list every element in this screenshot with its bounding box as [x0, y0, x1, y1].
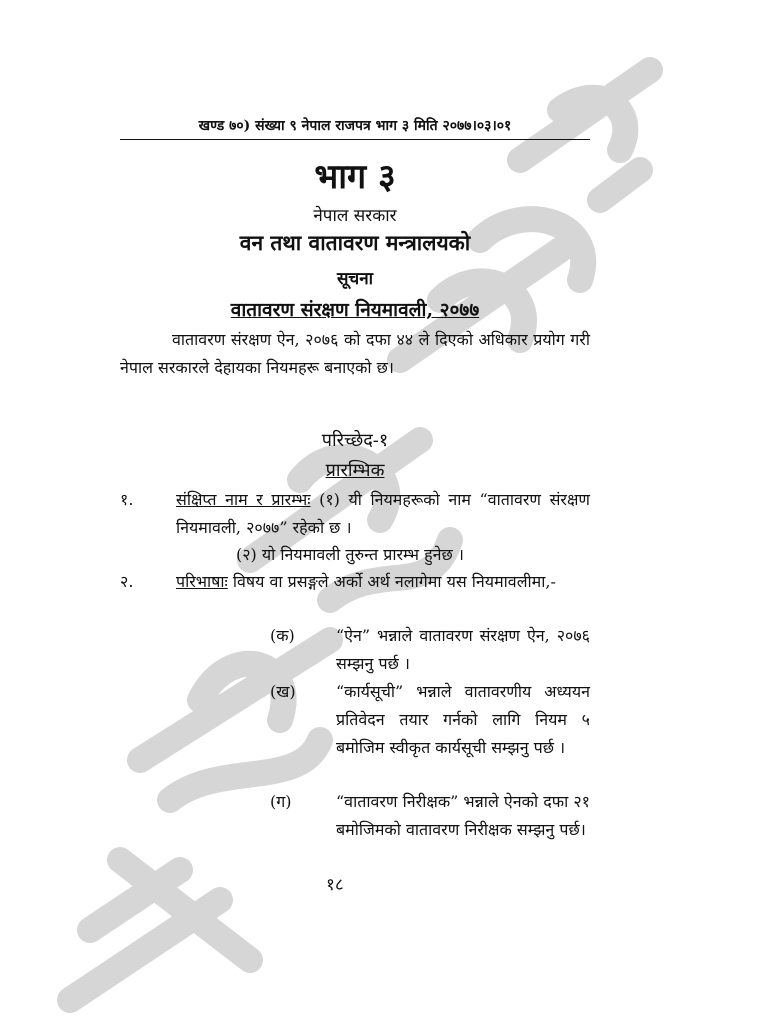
- clause-kha: [270, 678, 590, 762]
- government-name: नेपाल सरकार: [313, 206, 397, 226]
- gazette-header: खण्ड ७०) संख्या ९ नेपाल राजपत्र भाग ३ मिति २०७७।०३।०१: [120, 116, 590, 140]
- chapter-title: प्रारम्भिक: [325, 460, 385, 481]
- rule-text: (१) यी नियमहरूको नाम “वातावरण संरक्षण नियमावली, २०७७” रहेको छ ।: [176, 490, 590, 537]
- clause-ka: [270, 622, 590, 678]
- rule-2: [120, 568, 590, 596]
- clause-ga: [270, 788, 590, 844]
- part-title: भाग ३: [314, 157, 396, 197]
- intro-paragraph: वातावरण संरक्षण ऐन, २०७६ को दफा ४४ ले दिएको अधिकार प्रयोग गरी नेपाल सरकारले देहायका नियमहरू बनाएको छ।: [120, 330, 590, 377]
- rule-text: विषय वा प्रसङ्गले अर्को अर्थ नलागेमा यस नियमावलीमा,-: [227, 572, 556, 591]
- rule-number: १.: [120, 490, 134, 509]
- notice-heading: सूचना: [336, 269, 374, 289]
- clause-text: “ऐन” भन्नाले वातावरण संरक्षण ऐन, २०७६ सम्झनु पर्छ ।: [336, 626, 590, 673]
- clause-mark: (ग): [270, 792, 292, 811]
- rule-number: २.: [120, 572, 134, 591]
- rule-heading: संक्षिप्त नाम र प्रारम्भः: [176, 490, 311, 509]
- subrule-2: (२) यो नियमावली तुरुन्त प्रारम्भ हुनेछ ।: [236, 545, 464, 564]
- rule-1: [120, 486, 590, 542]
- ministry-name: वन तथा वातावरण मन्त्रालयको: [239, 230, 471, 255]
- rule-body: [176, 486, 590, 542]
- clause-mark: (क): [270, 626, 295, 645]
- clause-mark: (ख): [270, 682, 296, 701]
- page-number: १८: [326, 875, 344, 895]
- rule-body: [176, 568, 590, 596]
- clause-text: “कार्यसूची” भन्नाले वातावरणीय अध्ययन प्रतिवेदन तयार गर्नको लागि नियम ५ बमोजिम स्वीकृत कार्यसूची सम्झनु पर्छ ।: [336, 682, 590, 757]
- clause-text: “वातावरण निरीक्षक” भन्नाले ऐनको दफा २१ बमोजिमको वातावरण निरीक्षक सम्झनु पर्छ।: [336, 792, 590, 839]
- rule-heading: परिभाषाः: [176, 572, 228, 591]
- rules-title: वातावरण संरक्षण नियमावली, २०७७: [230, 299, 480, 321]
- chapter-number: परिच्छेद-१: [321, 430, 389, 451]
